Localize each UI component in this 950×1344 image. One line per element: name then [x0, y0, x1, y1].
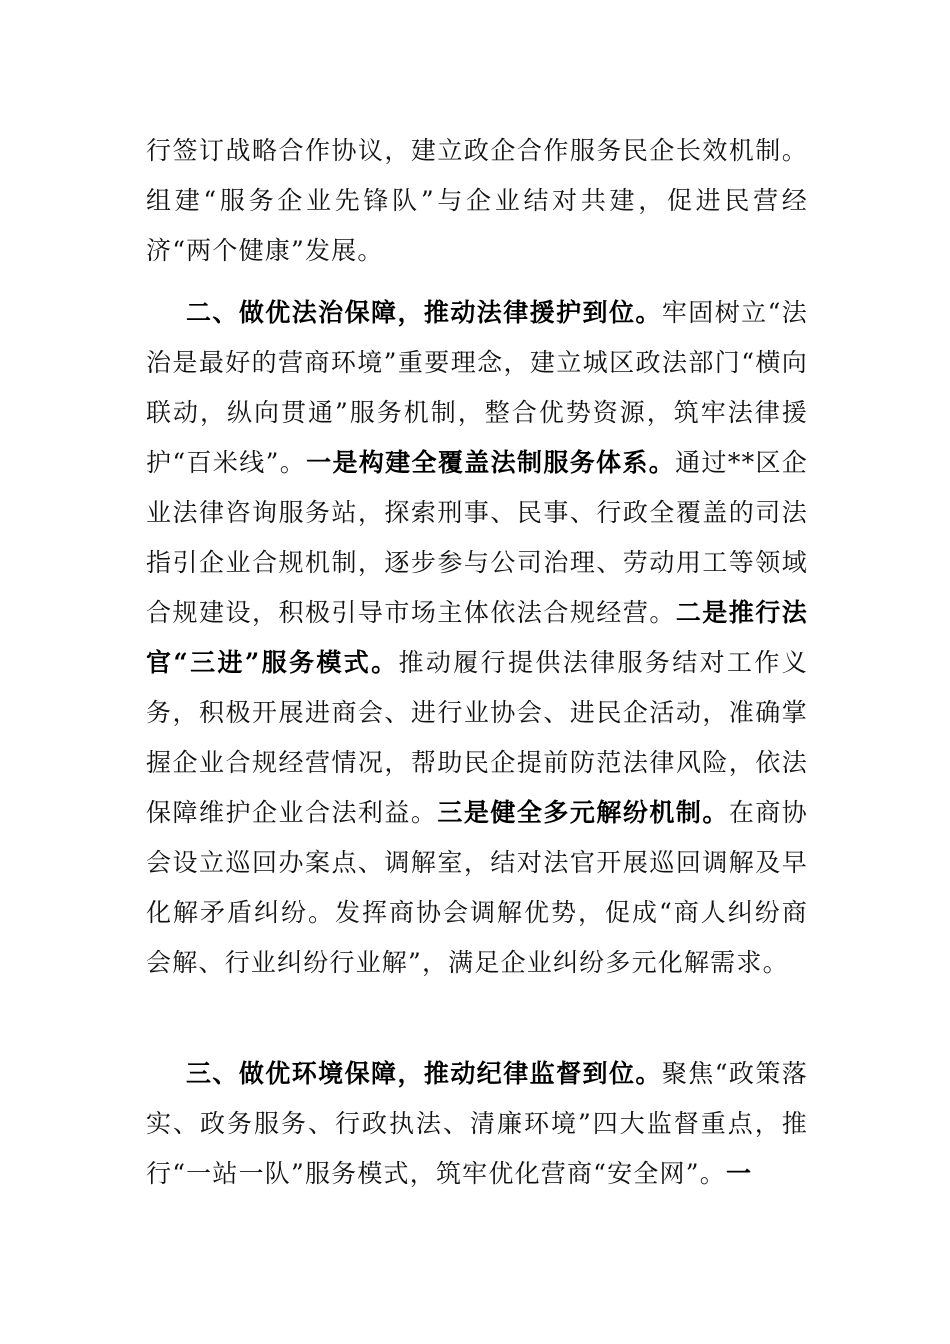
- section-2-point-1-title: 一是构建全覆盖法制服务体系。: [306, 448, 676, 477]
- paragraph-1-text: 行签订战略合作协议，建立政企合作服务民企长效机制。组建“服务企业先锋队”与企业结对共建，促进民营经济“两个健康”发展。: [146, 136, 808, 265]
- section-2-heading: 二、做优法治保障，推动法律援护到位。: [186, 298, 662, 327]
- section-2-body: [146, 288, 808, 988]
- section-2-point-3-title: 三是健全多元解纷机制。: [437, 798, 729, 827]
- section-2-point-3-text: 在商协会设立巡回办案点、调解室，结对法官开展巡回调解及早化解矛盾纠纷。发挥商协会调解优势，促成“商人纠纷商会解、行业纠纷行业解”，满足企业纠纷多元化解需求。: [146, 798, 808, 977]
- paragraph-continuation: [146, 126, 808, 276]
- section-2-paragraph: [146, 288, 808, 988]
- section-2-intro: 牢固树立“法治是最好的营商环境”重要理念，建立城区政法部门“横向联动，纵向贯通”服务机制，整合优势资源，筑牢法律援护“百米线”。: [146, 298, 809, 477]
- section-2-point-2-title: 二是推行法官“三进”服务模式。: [146, 598, 808, 677]
- section-2-point-2-text: 推动履行提供法律服务结对工作义务，积极开展进商会、进行业协会、进民企活动，准确掌握企业合规经营情况，帮助民企提前防范法律风险，依法保障维护企业合法利益。: [146, 648, 808, 827]
- section-3-heading: 三、做优环境保障，推动纪律监督到位。: [186, 1059, 662, 1088]
- section-2-point-1-text: 通过**区企业法律咨询服务站，探索刑事、民事、行政全覆盖的司法指引企业合规机制，逐步参与公司治理、劳动用工等领域合规建设，积极引导市场主体依法合规经营。: [146, 448, 808, 627]
- section-3-body: [146, 1049, 808, 1199]
- section-3-paragraph: [146, 1049, 808, 1199]
- section-3-intro: 聚焦“政策落实、政务服务、行政执法、清廉环境”四大监督重点，推行“一站一队”服务模式，筑牢优化营商“安全网”。: [146, 1059, 809, 1188]
- section-3-trailing-text: 一: [725, 1159, 753, 1188]
